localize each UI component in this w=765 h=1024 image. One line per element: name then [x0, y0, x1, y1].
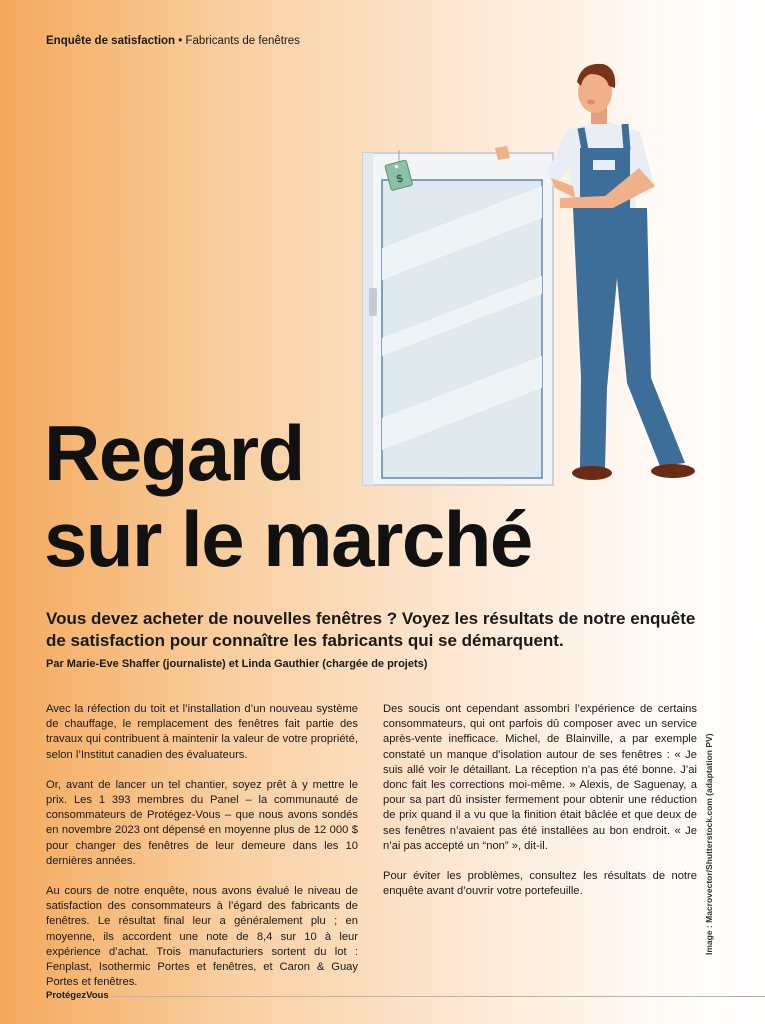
deck: Vous devez acheter de nouvelles fenêtres ? Voyez les résultats de notre enquête de satisfaction pour connaître les fabricants qui se démarquent. — [46, 609, 696, 650]
price-tag-symbol: $ — [395, 172, 405, 186]
section-label: Enquête de satisfaction — [46, 35, 176, 47]
paragraph: Des soucis ont cependant assombri l’expérience de certains consommateurs, qui ont parfois dû composer avec un service après-vente inefficace. Michel, de Blainville, a par exemple constaté un manque d’isolation autour de ses fenêtres : « Je suis allé voir le détaillant. La réception n’a pas été bonne. J’ai donc fait les corrections moi-même. » Alexis, de Saguenay, a pour sa part dû insister fermement pour obtenir une réduction de prix quand il a vu que la finition était bâclée et que deux de ses fenêtres n’avaient pas été installées au bon endroit. « Je n’ai pas accepté un “non” », dit-il. — [383, 703, 697, 852]
headline — [44, 410, 532, 582]
footer-rule — [112, 996, 765, 997]
header-separator: • — [175, 35, 186, 47]
paragraph: Au cours de notre enquête, nous avons évalué le niveau de satisfaction des consommateurs à l’égard des fabricants de fenêtres. Le résultat final leur a généralement plu ; en moyenne, ils accordent une note de 8,4 sur 10 à leur expérience d’achat. Trois manufacturiers sortent du lot : Fenplast, Isothermic Portes et fenêtres, et Caron & Guay Portes et fenêtres. — [46, 885, 358, 989]
footer-brand: ProtégezVous — [46, 990, 109, 1001]
running-head — [46, 35, 300, 47]
byline: Par Marie-Eve Shaffer (journaliste) et Linda Gauthier (chargée de projets) — [46, 658, 428, 670]
paragraph: Pour éviter les problèmes, consultez les résultats de notre enquête avant d’ouvrir votre portefeuille. — [383, 870, 697, 898]
topic-label: Fabricants de fenêtres — [185, 35, 300, 47]
headline-line-2: sur le marché — [44, 495, 532, 583]
paragraph: Or, avant de lancer un tel chantier, soyez prêt à y mettre le prix. Les 1 393 membres du Panel – la communauté de consommateurs de Protégez-Vous – que nous avons sondés en novembre 2023 ont dépensé en moyenne plus de 12 000 $ pour changer des fenêtres de leur demeure dans les 10 dernières années. — [46, 778, 358, 867]
body-column-left — [46, 702, 358, 1005]
body-column-right — [383, 702, 697, 914]
paragraph: Avec la réfection du toit et l’installation d’un nouveau système de chauffage, le remplacement des fenêtres fait partie des travaux qui contribuent à maintenir la valeur de votre propriété, selon l’Institut canadien des évaluateurs. — [46, 703, 358, 761]
image-credit: Image : Macrovector/Shutterstock.com (adaptation PV) — [704, 733, 714, 955]
headline-line-1: Regard — [44, 409, 304, 497]
